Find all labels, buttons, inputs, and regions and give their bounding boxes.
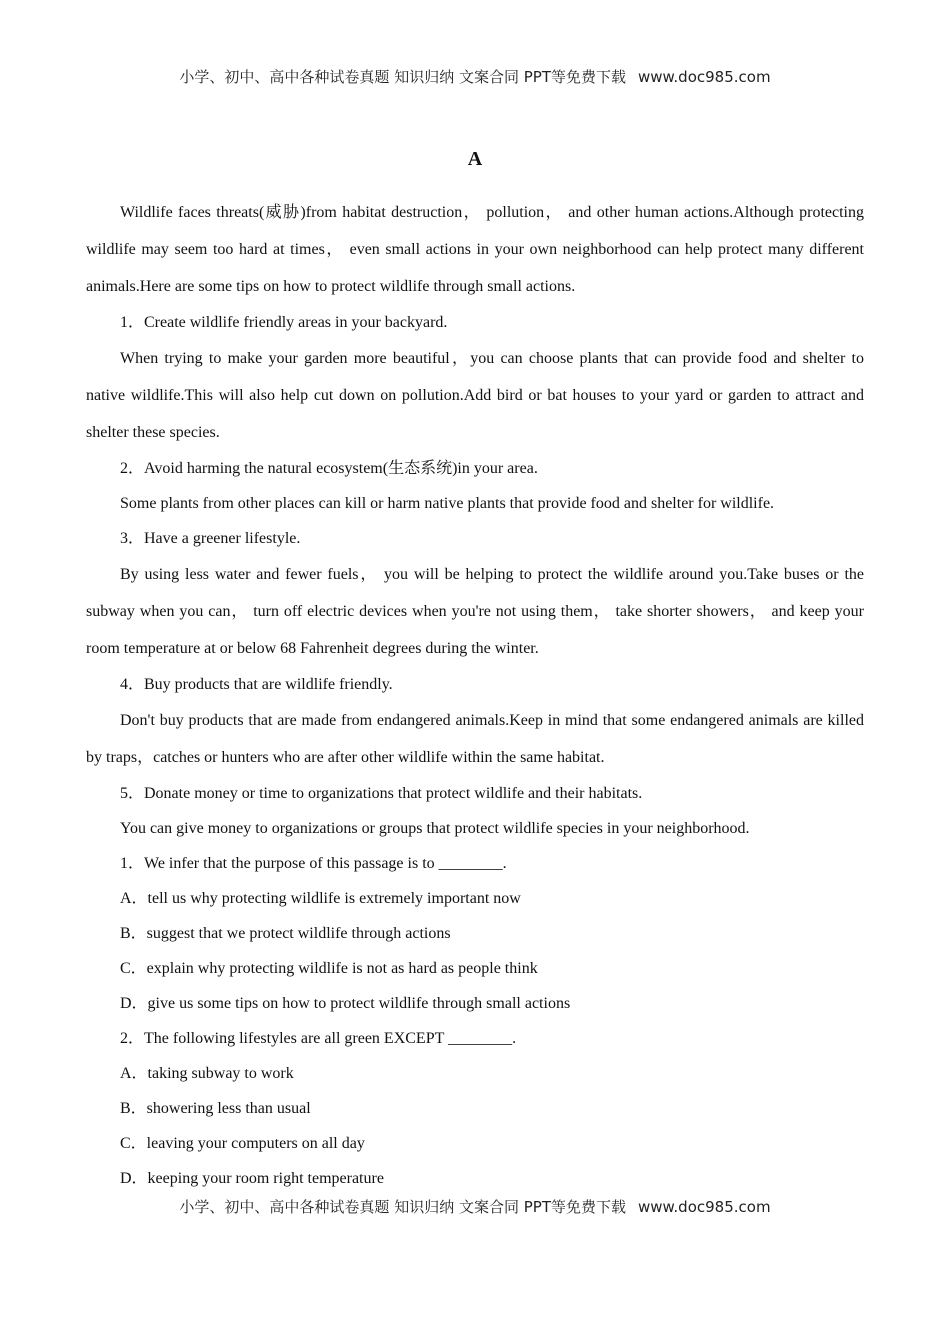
question-option: C．leaving your computers on all day <box>120 1135 365 1152</box>
question-option: A．taking subway to work <box>120 1065 294 1082</box>
header-banner-text: 小学、初中、高中各种试卷真题 知识归纳 文案合同 PPT等免费下载 <box>179 68 626 86</box>
passage-title: A <box>467 148 483 170</box>
tip-body: When trying to make your garden more beautiful，you can choose plants that can provide food and shelter to native wildlife.This will also help cut down on pollution.Add bird or bat houses to your yard or garden to attract and shelter these species. <box>86 350 864 441</box>
tip-body: Don't buy products that are made from endangered animals.Keep in mind that some endangered animals are killed by traps，catches or hunters who are after other wildlife within the same habitat. <box>86 712 864 766</box>
question-option: D．give us some tips on how to protect wildlife through small actions <box>120 995 571 1012</box>
question-stem: 2．The following lifestyles are all green EXCEPT ________. <box>120 1030 517 1047</box>
tip-body: By using less water and fewer fuels， you will be helping to protect the wildlife around you.Take buses or the subway when you can， turn off electric devices when you're not using them， take shorter showers， and keep your room temperature at or below 68 Fahrenheit degrees during the winter. <box>86 566 864 657</box>
footer-banner <box>0 1196 950 1217</box>
header-site-link[interactable]: www.doc985.com <box>637 68 771 86</box>
tip-heading: 1．Create wildlife friendly areas in your backyard. <box>120 314 448 331</box>
question-stem: 1．We infer that the purpose of this passage is to ________. <box>120 855 507 872</box>
tip-heading: 2．Avoid harming the natural ecosystem(生态系统)in your area. <box>120 460 538 477</box>
question-option: B．showering less than usual <box>120 1100 311 1117</box>
tip-heading: 5．Donate money or time to organizations that protect wildlife and their habitats. <box>120 785 643 802</box>
tip-heading: 4．Buy products that are wildlife friendly. <box>120 676 393 693</box>
footer-site-link[interactable]: www.doc985.com <box>637 1198 771 1216</box>
passage-intro: Wildlife faces threats(威胁)from habitat destruction， pollution， and other human actions.Although protecting wildlife may seem too hard at times， even small actions in your own neighborhood can help protect many different animals.Here are some tips on how to protect wildlife through small actions. <box>86 204 864 295</box>
tip-body: You can give money to organizations or groups that protect wildlife species in your neighborhood. <box>120 820 750 837</box>
question-option: B．suggest that we protect wildlife through actions <box>120 925 451 942</box>
footer-banner-text: 小学、初中、高中各种试卷真题 知识归纳 文案合同 PPT等免费下载 <box>179 1198 626 1216</box>
tip-body: Some plants from other places can kill or harm native plants that provide food and shelter for wildlife. <box>120 495 775 512</box>
tip-heading: 3．Have a greener lifestyle. <box>120 530 301 547</box>
question-option: C．explain why protecting wildlife is not as hard as people think <box>120 960 538 977</box>
passage-content <box>86 194 864 1196</box>
question-option: A．tell us why protecting wildlife is extremely important now <box>120 890 521 907</box>
header-banner <box>0 66 950 87</box>
question-option: D．keeping your room right temperature <box>120 1170 384 1187</box>
